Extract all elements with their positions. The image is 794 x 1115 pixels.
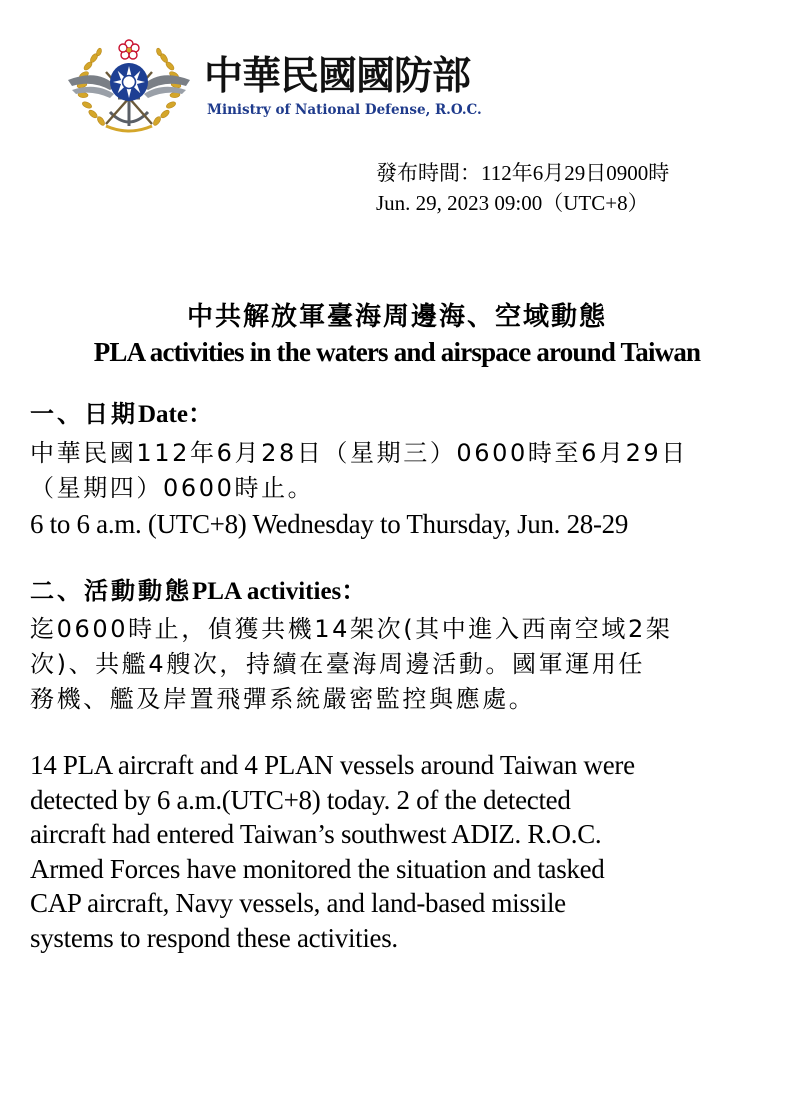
activities-en-line-2: detected by 6 a.m.(UTC+8) today. 2 of the detected	[30, 785, 571, 815]
date-line-2: （星期四）0600時止。	[30, 474, 315, 502]
section-activities-heading	[30, 575, 366, 608]
page-title-en: PLA activities in the waters and airspace around Taiwan	[93, 337, 701, 367]
section-date-heading-en: Date：	[138, 401, 213, 428]
activities-zh-line-2: 次)、共艦4艘次，持續在臺海周邊活動。國軍運用任	[30, 650, 646, 678]
date-line-3: 6 to 6 a.m. (UTC+8) Wednesday to Thursday, Jun. 28-29	[30, 509, 629, 539]
section-activities-heading-zh: 二、活動動態	[30, 577, 192, 605]
section-date-heading-zh: 一、日期	[30, 400, 138, 428]
activities-en-line-5: CAP aircraft, Navy vessels, and land-based missile	[30, 888, 566, 918]
activities-zh-line-3: 務機、艦及岸置飛彈系統嚴密監控與應處。	[30, 685, 536, 713]
activities-zh-line-1: 迄0600時止，偵獲共機14架次(其中進入西南空域2架	[30, 615, 673, 643]
org-name-zh: 中華民國國防部	[204, 54, 471, 99]
activities-en-line-1: 14 PLA aircraft and 4 PLAN vessels around Taiwan were	[30, 750, 635, 780]
release-time	[376, 158, 669, 218]
page-title-zh: 中共解放軍臺海周邊海、空域動態	[186, 302, 607, 332]
release-time-zh: 發布時間：112年6月29日0900時	[376, 161, 670, 185]
release-time-en: Jun. 29, 2023 09:00（UTC+8）	[376, 191, 649, 215]
activities-en-line-4: Armed Forces have monitored the situation and tasked	[30, 854, 605, 884]
mnd-emblem-icon	[58, 28, 200, 140]
activities-en-line-3: aircraft had entered Taiwan’s southwest ADIZ. R.O.C.	[30, 819, 602, 849]
date-line-1: 中華民國112年6月28日（星期三）0600時至6月29日	[30, 439, 688, 467]
section-activities-heading-en: PLA activities：	[192, 578, 367, 605]
activities-en-line-6: systems to respond these activities.	[30, 923, 398, 953]
org-name-en: Ministry of National Defense, R.O.C.	[207, 102, 482, 118]
section-date-heading	[30, 398, 213, 431]
